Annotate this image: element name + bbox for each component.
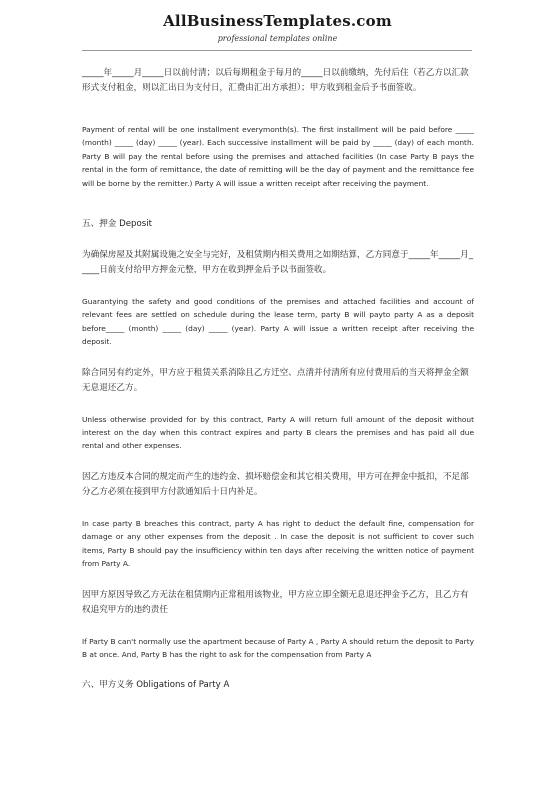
deposit-clause-zh: 为确保房屋及其附属设施之安全与完好，及租赁期内相关费用之如期结算，乙方同意于_____年_____月_____日前支付给甲方押金元整，甲方在收到押金后予以书面签收。 — [82, 250, 474, 276]
brand-title: AllBusinessTemplates.com — [163, 12, 392, 30]
partyA-fault-en: If Party B can't normally use the apartment because of Party A , Party A should return the deposit to Party B at once. And, Party B has the right to ask for the compensation from Party A — [82, 636, 474, 659]
header-divider — [82, 50, 472, 51]
page-header — [0, 12, 555, 43]
deposit-return-zh: 除合同另有约定外，甲方应于租赁关系消除且乙方迁空、点清并付清所有应付费用后的当天将押金全额无息退还乙方。 — [82, 367, 469, 393]
obligations-heading: 六、甲方义务 Obligations of Party A — [82, 680, 230, 691]
document-body — [82, 66, 474, 692]
breach-clause-zh: 因乙方违反本合同的规定而产生的违约金、损坏赔偿金和其它相关费用，甲方可在押金中抵扣，不足部分乙方必须在接到甲方付款通知后十日内补足。 — [82, 471, 469, 497]
partyA-fault-zh: 因甲方原因导致乙方无法在租赁期内正常租用该物业，甲方应立即全额无息退还押金予乙方，且乙方有权追究甲方的违约责任 — [82, 589, 469, 615]
payment-clause-en: Payment of rental will be one installment everymonth(s). The first installment will be paid before _____ (month) _____ (day) _____ (year). Each successive installment will be paid by _____ (day) of each month. Party B will pay the rental before using the premises and attached facilities (In case Party B pays the rental in the form of remittance, the date of remitting will be the day of payment and the remittance fee will be borne by the remitter.) Party A will issue a written receipt after receiving the payment. — [82, 125, 474, 188]
deposit-return-en: Unless otherwise provided for by this contract, Party A will return full amount of the deposit without interest on the day when this contract expires and party B clears the premises and has paid all due rental and other expenses. — [82, 414, 474, 451]
deposit-heading: 五、押金 Deposit — [82, 219, 152, 230]
breach-clause-en: In case party B breaches this contract, party A has right to deduct the default fine, compensation for damage or any other expenses from the deposit . In case the deposit is not sufficient to cover such items, Party B should pay the insufficiency within ten days after receiving the written notice of payment from Party A. — [82, 518, 474, 569]
payment-clause-zh: _____年_____月_____日以前付清；以后每期租金于每月的_____日以前缴纳，先付后住（若乙方以汇款形式支付租金，则以汇出日为支付日，汇费由汇出方承担）；甲方收到租金后予书面签收。 — [82, 68, 469, 93]
deposit-clause-en: Guarantying the safety and good conditions of the premises and attached facilities and account of relevant fees are settled on schedule during the lease term, party B will payto party A as a deposit before_____ (month) _____ (day) _____ (year). Party A will issue a written receipt after receiving the deposit. — [82, 297, 474, 347]
brand-tagline: professional templates online — [217, 34, 338, 43]
